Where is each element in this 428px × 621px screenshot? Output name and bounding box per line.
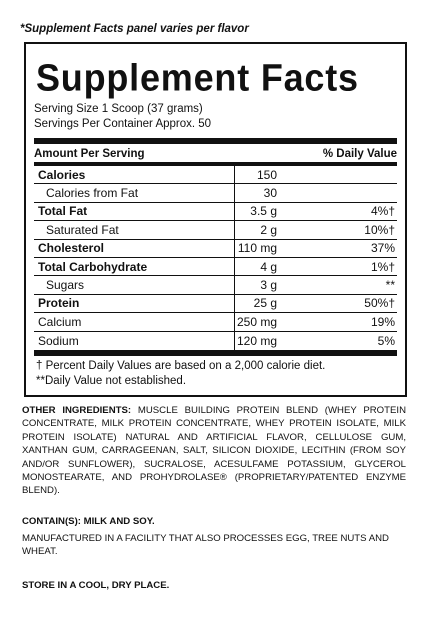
nutrient-amount: 110 mg — [237, 241, 277, 256]
nutrient-daily-value: 19% — [370, 314, 395, 329]
nutrient-row — [34, 184, 397, 202]
nutrient-row — [34, 258, 397, 276]
nutrient-daily-value: 50%† — [364, 296, 395, 311]
facility-statement: MANUFACTURED IN A FACILITY THAT ALSO PROCESSES EGG, TREE NUTS AND WHEAT. — [22, 533, 389, 558]
nutrient-row — [34, 332, 397, 350]
nutrient-name: Calories — [38, 167, 86, 182]
nutrient-daily-value: 37% — [370, 241, 395, 256]
nutrient-name: Saturated Fat — [46, 222, 119, 237]
nutrient-amount: 150 — [256, 167, 277, 182]
nutrient-row — [34, 221, 397, 239]
nutrient-name: Cholesterol — [38, 241, 105, 256]
storage-instructions: STORE IN A COOL, DRY PLACE. — [22, 580, 170, 591]
amount-per-serving-header: Amount Per Serving — [34, 148, 145, 160]
nutrient-row — [34, 295, 397, 313]
nutrient-daily-value: 10%† — [364, 222, 395, 237]
nutrient-amount: 3.5 g — [250, 204, 277, 219]
nutrient-row — [34, 203, 397, 221]
other-ingredients-label: OTHER INGREDIENTS: — [22, 405, 132, 416]
nutrient-daily-value: 4%† — [370, 204, 395, 219]
nutrient-row — [34, 240, 397, 258]
footnote-not-established: **Daily Value not established. — [36, 374, 187, 387]
nutrient-row — [34, 166, 397, 184]
nutrient-amount: 120 mg — [236, 333, 277, 348]
serving-size: Serving Size 1 Scoop (37 grams) — [34, 103, 203, 115]
nutrient-name: Total Fat — [38, 204, 88, 219]
nutrient-rows — [34, 166, 397, 350]
nutrient-row — [34, 313, 397, 331]
nutrient-amount: 25 g — [253, 296, 277, 311]
panel-title: Supplement Facts — [36, 55, 359, 99]
nutrient-daily-value: 5% — [377, 333, 395, 348]
table-header — [34, 144, 397, 162]
nutrient-name: Sugars — [46, 278, 85, 293]
other-ingredients — [22, 404, 406, 498]
nutrient-amount: 30 — [263, 186, 277, 201]
supplement-facts-panel — [24, 42, 407, 397]
daily-value-header: % Daily Value — [322, 148, 397, 160]
allergen-statement: CONTAIN(S): MILK AND SOY. — [22, 516, 155, 527]
nutrient-amount: 250 mg — [236, 314, 277, 329]
footnote-daily-values: † Percent Daily Values are based on a 2,000 calorie diet. — [36, 359, 326, 372]
nutrient-row — [34, 276, 397, 294]
servings-per-container: Servings Per Container Approx. 50 — [34, 118, 212, 130]
nutrient-name: Sodium — [38, 333, 79, 348]
other-ingredients-text: MUSCLE BUILDING PROTEIN BLEND (WHEY PROTEIN CONCENTRATE, MILK PROTEIN CONCENTRATE, WHEY PROTEIN ISOLATE, MILK PROTEIN ISOLATE) NATURAL AND ARTIFICIAL FLAVOR, CELLULOSE GUM, XANTHAN GUM, CARRAGEENAN, SALT, SILICON DIOXIDE, LECITHIN (FROM SOY AND/OR SUNFLOWER), SUCRALOSE, ACESULFAME POTASSIUM, GLYCEROL MONOSTEARATE, AND PROHYDROLASE® (PROPRIETARY/PATENTED ENZYME BLEND). — [22, 405, 406, 497]
nutrient-amount: 2 g — [260, 222, 277, 237]
nutrient-amount: 4 g — [260, 259, 277, 274]
footnotes — [34, 356, 397, 389]
nutrient-name: Total Carbohydrate — [38, 259, 148, 274]
nutrient-name: Calcium — [38, 314, 82, 329]
nutrient-name: Protein — [38, 296, 80, 311]
flavor-note: *Supplement Facts panel varies per flavor — [20, 23, 249, 35]
nutrient-name: Calories from Fat — [46, 186, 139, 201]
nutrient-amount: 3 g — [260, 278, 277, 293]
nutrient-daily-value: 1%† — [370, 259, 395, 274]
nutrient-daily-value: ** — [385, 278, 395, 293]
